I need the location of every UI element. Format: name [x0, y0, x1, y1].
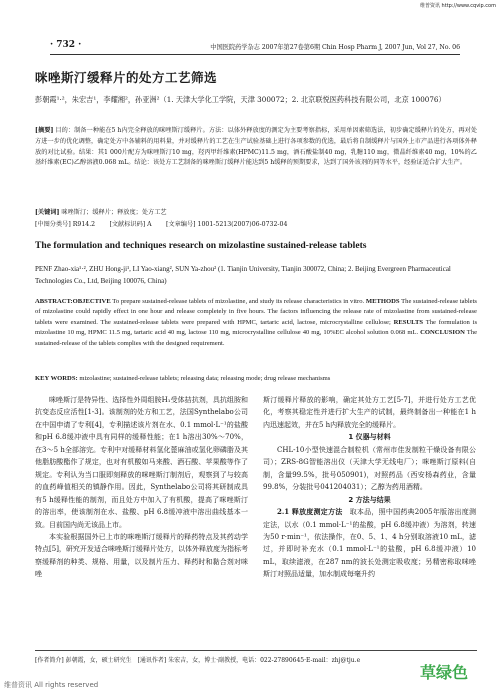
methods-label: METHODS	[365, 298, 400, 305]
keywords-en-text: mizolastine; sustained-release tablets; releasing data; releasing mode; drug release mechanisms	[79, 375, 331, 382]
section-heading-materials: 1 仪器与材料	[348, 433, 391, 442]
subsection-paragraph	[263, 506, 476, 581]
objective-text: To prepare sustained-release tablets of mizolastine, and study its release characteristics in vitro.	[112, 298, 365, 305]
author-footnote: [作者简介] 彭朝霞，女，硕士研究生 [通讯作者] 朱宏吉，女，博士·副教授，电话：022-27890645·E-mail：zhj@tju.e	[35, 657, 361, 664]
page-number: · 732 ·	[50, 40, 82, 50]
body-paragraph: 斯汀缓释片释放的影响，确定其处方工艺[5-7]，并进行处方工艺优化，考察其稳定性并进行扩大生产的试制，最终制备出一种能在1 h内迅速起效，并在5 h内释放完全的缓释片。	[263, 396, 476, 429]
keywords-english	[35, 375, 477, 382]
conclusion-text: The sustained-release of the tablets complies with the designed requirement.	[35, 329, 478, 347]
body-column-left	[35, 394, 248, 581]
footnote-divider	[35, 650, 477, 651]
title-english: The formulation and techniques research on mizolastine sustained-release tablets	[35, 240, 367, 251]
abstract-chinese	[35, 126, 477, 169]
article-number: [文章编号] 1001-5213(2007)06-0732-04	[166, 221, 288, 228]
keywords-chinese	[35, 207, 167, 216]
watermark-text: 维普资讯 All rights reserved	[4, 681, 99, 689]
results-text: The formulation is mizolastine 10 mg, HPMC 11.5 mg, tartaric acid 40 mg, lactose 110 mg, microcrystalline cellulose 40 mg, 10%EC alcohol solution 0.068 mL.	[35, 318, 478, 337]
authors-english: PENF Zhao-xia¹·², ZHU Hong-ji¹, LI Yao-xiang², SUN Ya-zhou² (1. Tianjin University, Tianjin 300072, China; 2. Beijing Evergreen Pharmaceutical Technologies Co., Ltd, Beijing 100076, China)	[35, 265, 451, 285]
classification-info	[35, 219, 287, 228]
keywords-label: [关键词]	[35, 209, 60, 216]
keywords-en-label: KEY WORDS:	[35, 375, 78, 382]
abstract-english	[35, 297, 477, 349]
results-label: RESULTS	[393, 318, 424, 326]
methods-text: The sustained-release tablets of mizolastine could rapidly effect in one hour and release completely in five hours. The factors influencing the release rate of mizolastine from sustained-release tablets were examined. The sustained-release tablets were prepared with HPMC, tartaric acid, lactose, microcrystalline cellulose;	[35, 298, 477, 326]
abstract-text: 目的：制备一种能在5 h内完全释放的咪唑斯汀缓释片。方法：以体外释放度的测定为主要考察指标，采用单因素筛选法，初步确定缓释片的处方，再对处方进一步的优化调整，确定处方中各辅料的用料量，并对缓释片的工艺在生产试验基础上进行各项参数的优选，最后将自制缓释片与国外上市产品进行各项体外释放的对比试验。结果：其1 000片配方为咪唑斯汀10 mg，羟丙甲纤维素(HPMC)11.5 mg，酒石酸盐制40 mg，乳糖110 mg，微晶纤维素40 mg，10%的乙基纤维素(EC)乙醇溶液0.068 mL。结论：该处方工艺制备的咪唑斯汀缓释片能达到5 h缓释的预期要求，达到了国外该剂的同等水平，经验证适合扩大生产。	[35, 127, 478, 167]
section-heading-methods: 2 方法与结果	[348, 495, 391, 504]
body-paragraph: CHL-10小型快速混合制粒机（常州市佳发制粒干燥设备有限公司）；ZRS-8G智能溶出仪（天津大学无线电厂）；咪唑斯汀原料(自制，含量99.5%，批号050901)，对照药品（西安杨森药业，含量99.8%，分装批号041204031）；乙醇为药用酒精。	[263, 445, 476, 492]
subsection-heading: 2.1 释放度测定方法	[277, 507, 343, 517]
clc-number: [中图分类号] R914.2	[35, 221, 96, 228]
body-column-right	[263, 394, 476, 581]
objective-label: ABSTRACT:OBJECTIVE	[35, 298, 111, 305]
running-header	[50, 40, 460, 55]
doc-code: [文献标识码] A	[109, 221, 152, 228]
body-paragraph: 本实验根据国外已上市的咪唑斯汀缓释片的释药特点及其药动学特点[5]，研究开发适合咪唑斯汀缓释片处方，以体外释放度为指标考察缓释剂的种类、规格、用量，以及制片压力、释药时和黏合剂对咪唑	[35, 532, 248, 579]
watermark-logo: 草绿色	[420, 663, 469, 682]
title-chinese: 咪唑斯汀缓释片的处方工艺筛选	[35, 70, 218, 85]
body-paragraph: 咪唑斯汀是特异性、选择性外周组胺H₁受体拮抗剂，具抗组胺和抗变态反应活性[1-3]。该制剂的处方和工艺，法国Synthelabo公司在中国申请了专利[4]，专利描述该片剂在水、0.1 mmol·L⁻¹的盐酸和pH 6.8缓冲液中具有同样的缓释性能；在1 h溶出30%～70%，在3～5 h全部溶完。专利中对缓释材料氢化蓖麻油或氢化卵磷脂及其他脂肪酸酯作了规定，也对有机酸如马来酸、酒石酸、苹果酸等作了规定。专利认为当口服即刻释放的咪唑斯汀制剂后，观察到了与较高的血药峰值相关的镇静作用。因此，Synthelabo公司将其研制成具有5 h缓释性能的制剂，而且处方中加入了有机酸，提高了咪唑斯汀的溶出率，使该制剂在水、盐酸、pH 6.8缓冲液中溶出曲线基本一致。目前国内尚无该品上市。	[35, 396, 248, 529]
journal-info: 中国医院药学杂志 2007年第27卷第6期 Chin Hosp Pharm J, 2007 Jun, Vol 27, No. 06	[210, 44, 460, 51]
conclusion-label: CONCLUSION	[420, 329, 465, 337]
authors-chinese: 彭朝霞¹·²，朱宏吉¹，李耀湘²，孙亚洲²（1. 天津大学化工学院，天津 300072；2. 北京联悦医药科技有限公司，北京 100076）	[35, 95, 446, 104]
source-watermark: 维普资讯 http://www.cqvip.com	[419, 3, 496, 9]
body-text: 取本品，照中国药典2005年版溶出度测定法，以水（0.1 mmol·L⁻¹的盐酸，pH 6.8缓冲液）为溶剂，转速为50 r·min⁻¹，依法操作，在0、5、1、4 h分别取溶液10 mL，滤过，并即时补充水（0.1 mmol·L⁻¹的盐酸，pH 6.8缓冲液）10 mL，取续滤液，在287 nm的波长处测定吸收度；另精密称取咪唑斯汀对照品适量，加水制成每毫升约	[263, 508, 476, 579]
abstract-label: [摘要]	[35, 127, 54, 134]
keywords-text: 咪唑斯汀；缓释片；释放度；处方工艺	[61, 209, 167, 216]
